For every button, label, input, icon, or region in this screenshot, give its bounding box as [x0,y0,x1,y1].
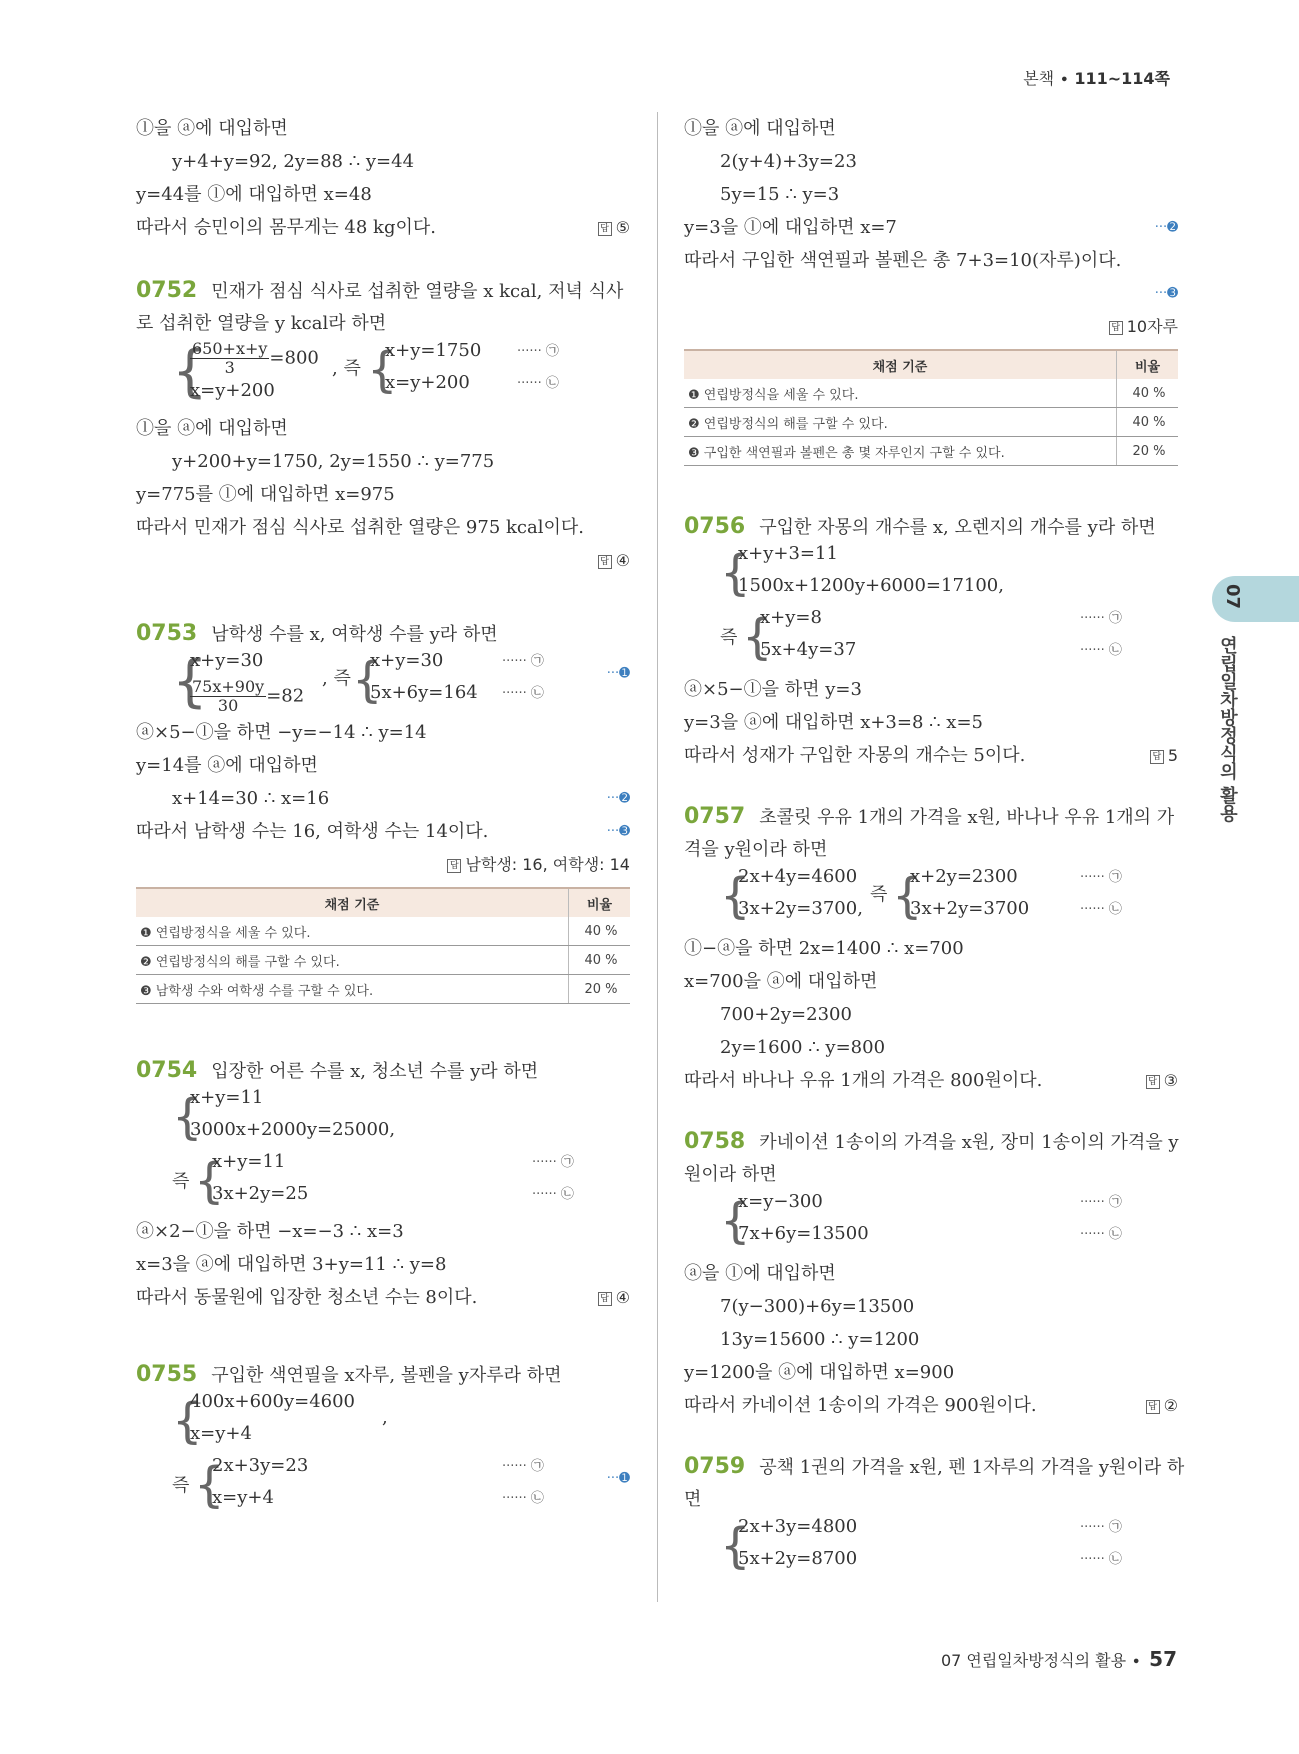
problem-number: 0756 [684,514,746,539]
answer: 답 ② [1146,1389,1178,1422]
text-line: y=3을 ⓐ에 대입하면 x+3=8 ∴ x=5 [684,712,983,733]
answer-line [684,310,1178,343]
equation-system: 즉 { x+y=8 5x+4y=37 ······ ㉠ ······ ㉡ [720,607,1122,665]
answer: 답 ③ [1146,1064,1178,1097]
problem-number: 0752 [136,278,198,303]
answer-icon: 답 [447,859,461,873]
equation-system: { 400x+600y=4600 x=y+4 , [172,1391,388,1449]
text-line: ⓐ×5−ⓛ을 하면 −y=−14 ∴ y=14 [136,722,427,743]
problem-number: 0754 [136,1058,198,1083]
text-line: ···➌ [1154,286,1178,301]
answer: 답 남학생: 16, 여학생: 14 [447,848,630,881]
answer-icon: 답 [598,555,612,569]
text-line: ⓐ×5−ⓛ을 하면 y=3 [684,679,862,700]
equation-system: { x=y−300 7x+6y=13500 ······ ㉠ ······ ㉡ [720,1191,1122,1249]
equation-system: { $\frac{650+x+y}{3}$ =800 x=y+200 , 즉 { x+y=1750 x=y+200 ······ ㉠ ······ ㉡ [172,339,559,404]
text-line: x=700을 ⓐ에 대입하면 [684,971,878,992]
chapter-tab: 07 [1212,576,1299,622]
left-column [136,112,630,1519]
text-line: 면 [684,1489,702,1510]
right-column [684,112,1185,1582]
text-line: 따라서 남학생 수는 16, 여학생 수는 14이다. ···➌ [136,821,630,842]
answer-icon: 답 [1150,750,1164,764]
answer: 답 ④ [598,1281,630,1314]
text-line: y+4+y=92, 2y=88 ∴ y=44 [172,151,415,172]
text-line: 따라서 구입한 색연필과 볼펜은 총 7+3=10(자루)이다. [684,250,1122,271]
text-line: ⓐ×2−ⓛ을 하면 −x=−3 ∴ x=3 [136,1221,404,1242]
answer-icon: 답 [1146,1400,1160,1414]
grading-table: 채점 기준 비율 ❶ 연립방정식을 세울 수 있다. 40 % ❷ 연립방정식의 해를 구할 수 있다. 40 % ❸ 남학생 수와 여학생 수를 구할 수 있다. 20 % [136,887,630,1004]
problem-0756-title: 0756 구입한 자몽의 개수를 x, 오렌지의 개수를 y라 하면 [684,514,1156,539]
equation-system: { 2x+4y=4600 3x+2y=3700, 즉 { x+2y=2300 3x+2y=3700 ······ ㉠ ······ ㉡ [720,866,1122,924]
problem-0759-title: 0759 공책 1권의 가격을 x원, 펜 1자루의 가격을 y원이라 하 [684,1454,1185,1479]
answer-icon: 답 [1109,321,1123,335]
answer-icon: 답 [598,222,612,236]
text-line: x+14=30 ∴ x=16 ···➋ [172,788,630,809]
text-line: 따라서 카네이션 1송이의 가격은 900원이다. 답 ② [684,1389,1178,1422]
answer-line [136,848,630,881]
page-header: 본책 ∙ 111~114쪽 [1023,69,1170,88]
problem-0757-title: 0757 초콜릿 우유 1개의 가격을 x원, 바나나 우유 1개의 가 [684,804,1175,829]
problem-0754-title: 0754 입장한 어른 수를 x, 청소년 수를 y라 하면 [136,1058,539,1083]
text-line: ⓐ을 ⓛ에 대입하면 [684,1263,836,1284]
answer-icon: 답 [1146,1075,1160,1089]
text-line: x=3을 ⓐ에 대입하면 3+y=11 ∴ y=8 [136,1254,447,1275]
text-line: ⓛ을 ⓐ에 대입하면 [136,118,288,139]
answer-line [136,544,630,577]
text-line: y=775를 ⓛ에 대입하면 x=975 [136,484,395,505]
page-number: 57 [1149,1647,1177,1671]
problem-number: 0759 [684,1454,746,1479]
text-line: y=3을 ⓛ에 대입하면 x=7 ···➋ [684,217,1178,238]
equation-system: { x+y=30 $\frac{75x+90y}{30}$ =82 , 즉 { x+y=30 5x+6y=164 ······ ㉠ ······ ㉡ ···➊ [172,649,630,715]
text-line: 로 섭취한 열량을 y kcal라 하면 [136,313,387,334]
answer: 답 5 [1150,739,1178,772]
text-line: 따라서 민재가 점심 식사로 섭취한 열량은 975 kcal이다. [136,517,584,538]
text-line: ⓛ을 ⓐ에 대입하면 [136,418,288,439]
text-line: 격을 y원이라 하면 [684,839,828,860]
text-line: ⓛ−ⓐ을 하면 2x=1400 ∴ x=700 [684,938,964,959]
problem-number: 0755 [136,1362,198,1387]
equation-system: 즉 { 2x+3y=23 x=y+4 ······ ㉠ ······ ㉡ ···➊ [172,1455,630,1513]
problem-0758-title: 0758 카네이션 1송이의 가격을 x원, 장미 1송이의 가격을 y [684,1129,1179,1154]
header-pages: 111~114쪽 [1074,69,1170,88]
problem-0752-title: 0752 민재가 점심 식사로 섭취한 열량을 x kcal, 저녁 식사 [136,278,624,303]
answer: 답 ④ [598,544,630,577]
text-line: y+200+y=1750, 2y=1550 ∴ y=775 [172,451,495,472]
chapter-side-label: 연립일차방정식의 활용 [1217,636,1238,823]
problem-number: 0757 [684,804,746,829]
answer: 답 ⑤ [598,211,630,244]
text-line: 2y=1600 ∴ y=800 [720,1037,886,1058]
page-footer: 07 연립일차방정식의 활용 ∙ 57 [940,1647,1177,1671]
equation-system: 즉 { x+y=11 3x+2y=25 ······ ㉠ ······ ㉡ [172,1151,574,1209]
problem-0753-title: 0753 남학생 수를 x, 여학생 수를 y라 하면 [136,621,498,646]
footer-chapter: 07 연립일차방정식의 활용 [940,1651,1127,1670]
text-line: ⓛ을 ⓐ에 대입하면 [684,118,836,139]
text-line: 5y=15 ∴ y=3 [720,184,840,205]
text-line: y=44를 ⓛ에 대입하면 x=48 [136,184,372,205]
problem-0755-title: 0755 구입한 색연필을 x자루, 볼펜을 y자루라 하면 [136,1362,562,1387]
problem-number: 0753 [136,621,198,646]
text-line: 700+2y=2300 [720,1004,852,1025]
text-line: 따라서 동물원에 입장한 청소년 수는 8이다. 답 ④ [136,1281,630,1314]
text-line: 따라서 승민이의 몸무게는 48 kg이다. 답 ⑤ [136,211,630,244]
column-divider [657,112,658,1602]
text-line: 2(y+4)+3y=23 [720,151,857,172]
problem-number: 0758 [684,1129,746,1154]
text-line: y=14를 ⓐ에 대입하면 [136,755,318,776]
text-line: 7(y−300)+6y=13500 [720,1296,915,1317]
text-line: 따라서 바나나 우유 1개의 가격은 800원이다. 답 ③ [684,1064,1178,1097]
equation-system: { x+y=11 3000x+2000y=25000, [172,1087,396,1145]
text-line: y=1200을 ⓐ에 대입하면 x=900 [684,1362,955,1383]
answer-icon: 답 [598,1292,612,1306]
text-line: 원이라 하면 [684,1164,777,1185]
equation-system: { 2x+3y=4800 5x+2y=8700 ······ ㉠ ······ ㉡ [720,1516,1122,1574]
text-line: 13y=15600 ∴ y=1200 [720,1329,920,1350]
grading-table: 채점 기준 비율 ❶ 연립방정식을 세울 수 있다. 40 % ❷ 연립방정식의 해를 구할 수 있다. 40 % ❸ 구입한 색연필과 볼펜은 총 몇 자루인지 구할 수 있다. 20 % [684,349,1178,466]
answer: 답 10자루 [1109,310,1178,343]
text-line: 따라서 성재가 구입한 자몽의 개수는 5이다. 답 5 [684,739,1178,772]
equation-system: { x+y+3=11 1500x+1200y+6000=17100, [720,543,1004,601]
header-prefix: 본책 [1023,69,1055,88]
